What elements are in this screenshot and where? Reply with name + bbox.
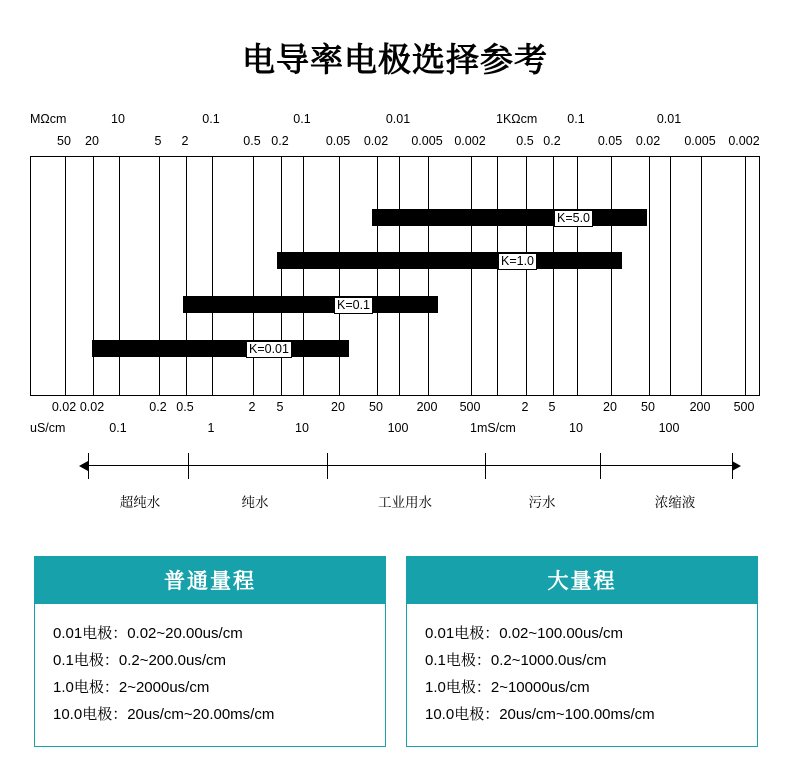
table-row: 1.0电极：2~2000us/cm — [53, 679, 210, 696]
gridline — [93, 157, 94, 395]
category-divider — [88, 453, 89, 479]
axis-tick-label: 0.01 — [656, 112, 682, 126]
axis-tick-label: 100 — [658, 421, 680, 435]
gridline — [526, 157, 527, 395]
category-divider — [188, 453, 189, 479]
range-bar — [372, 209, 647, 226]
axis-tick-label: 0.005 — [684, 134, 716, 148]
axis-unit-label: MΩcm — [30, 112, 67, 126]
axis-tick-label: 1 — [207, 421, 215, 435]
axis-tick-label: 2 — [248, 400, 256, 414]
axis-tick-label: 200 — [416, 400, 438, 414]
gridline — [399, 157, 400, 395]
axis-tick-label: 20 — [331, 400, 345, 414]
axis-tick-label: 0.02 — [363, 134, 389, 148]
axis-tick-label: 500 — [459, 400, 481, 414]
table-heading: 大量程 — [407, 557, 757, 604]
axis-unit-label: uS/cm — [30, 421, 66, 435]
gridline — [212, 157, 213, 395]
axis-tick-label: 0.05 — [597, 134, 623, 148]
axis-tick-label: 0.01 — [385, 112, 411, 126]
axis-tick-label: 0.5 — [176, 400, 194, 414]
axis-tick-label: 0.02 — [79, 400, 105, 414]
range-bar-label: K=5.0 — [554, 210, 593, 227]
axis-tick-label: 20 — [85, 134, 99, 148]
gridline — [339, 157, 340, 395]
table-row: 1.0电极：2~10000us/cm — [425, 679, 590, 696]
gridline — [377, 157, 378, 395]
conductivity-range-chart — [0, 108, 790, 538]
axis-tick-label: 0.5 — [243, 134, 261, 148]
axis-tick-label: 2 — [181, 134, 189, 148]
axis-tick-label: 0.002 — [728, 134, 760, 148]
axis-tick-label: 0.1 — [202, 112, 220, 126]
page-title: 电导率电极选择参考 — [242, 41, 548, 78]
gridline — [670, 157, 671, 395]
table-card-normal-range — [34, 556, 386, 747]
table-card-large-range — [406, 556, 758, 747]
category-divider — [732, 453, 733, 479]
axis-tick-label: 0.5 — [516, 134, 534, 148]
gridline — [577, 157, 578, 395]
range-bar — [92, 340, 349, 357]
axis-tick-label: 50 — [641, 400, 655, 414]
gridline — [159, 157, 160, 395]
table-body — [407, 604, 757, 746]
table-row: 10.0电极：20us/cm~100.00ms/cm — [425, 706, 655, 723]
axis-tick-label: 10 — [295, 421, 309, 435]
category-divider — [327, 453, 328, 479]
axis-tick-label: 0.02 — [51, 400, 77, 414]
axis-tick-label: 0.2 — [543, 134, 561, 148]
axis-tick-label: 0.2 — [271, 134, 289, 148]
range-bar-label: K=0.1 — [334, 297, 373, 314]
axis-tick-label: 10 — [111, 112, 125, 126]
gridline — [303, 157, 304, 395]
gridline — [553, 157, 554, 395]
gridline — [471, 157, 472, 395]
axis-tick-label: 0.002 — [454, 134, 486, 148]
category-label: 工业用水 — [378, 495, 432, 510]
gridline — [428, 157, 429, 395]
category-label: 超纯水 — [119, 495, 161, 510]
gridline — [65, 157, 66, 395]
category-axis-arrow — [88, 465, 732, 466]
gridline — [253, 157, 254, 395]
table-heading: 普通量程 — [35, 557, 385, 604]
axis-tick-label: 0.2 — [149, 400, 167, 414]
category-label: 纯水 — [241, 495, 269, 510]
table-row: 0.1电极：0.2~200.0us/cm — [53, 652, 227, 669]
table-row: 0.1电极：0.2~1000.0us/cm — [425, 652, 607, 669]
range-bar — [183, 296, 438, 313]
chart-plot-area — [30, 156, 760, 396]
axis-tick-label: 5 — [276, 400, 284, 414]
gridline — [281, 157, 282, 395]
axis-tick-label: 500 — [733, 400, 755, 414]
water-category-band — [30, 453, 760, 533]
range-bar — [277, 252, 622, 269]
range-tables — [34, 556, 758, 747]
table-row: 10.0电极：20us/cm~20.00ms/cm — [53, 706, 275, 723]
gridline — [497, 157, 498, 395]
axis-tick-label: 0.02 — [635, 134, 661, 148]
category-divider — [600, 453, 601, 479]
axis-tick-label: 100 — [387, 421, 409, 435]
axis-tick-label: 0.05 — [325, 134, 351, 148]
range-bar-label: K=1.0 — [498, 253, 537, 270]
axis-tick-label: 5 — [154, 134, 162, 148]
gridline — [611, 157, 612, 395]
axis-tick-label: 0.1 — [567, 112, 585, 126]
axis-tick-label: 0.005 — [411, 134, 443, 148]
gridline — [701, 157, 702, 395]
axis-tick-label: 0.1 — [109, 421, 127, 435]
category-label: 污水 — [528, 495, 556, 510]
table-body — [35, 604, 385, 746]
gridline — [186, 157, 187, 395]
axis-tick-label: 2 — [521, 400, 529, 414]
arrow-left-icon — [79, 461, 88, 471]
gridline — [649, 157, 650, 395]
gridline — [745, 157, 746, 395]
category-label: 浓缩液 — [654, 495, 696, 510]
axis-tick-label: 200 — [689, 400, 711, 414]
table-row: 0.01电极：0.02~20.00us/cm — [53, 625, 243, 642]
gridline — [119, 157, 120, 395]
axis-tick-label: 50 — [57, 134, 71, 148]
axis-unit-label: 1KΩcm — [496, 112, 538, 126]
category-divider — [485, 453, 486, 479]
table-row: 0.01电极：0.02~100.00us/cm — [425, 625, 624, 642]
axis-tick-label: 50 — [369, 400, 383, 414]
axis-unit-label: 1mS/cm — [470, 421, 516, 435]
axis-tick-label: 0.1 — [293, 112, 311, 126]
axis-tick-label: 20 — [603, 400, 617, 414]
axis-tick-label: 10 — [569, 421, 583, 435]
range-bar-label: K=0.01 — [246, 341, 292, 358]
axis-tick-label: 5 — [548, 400, 556, 414]
